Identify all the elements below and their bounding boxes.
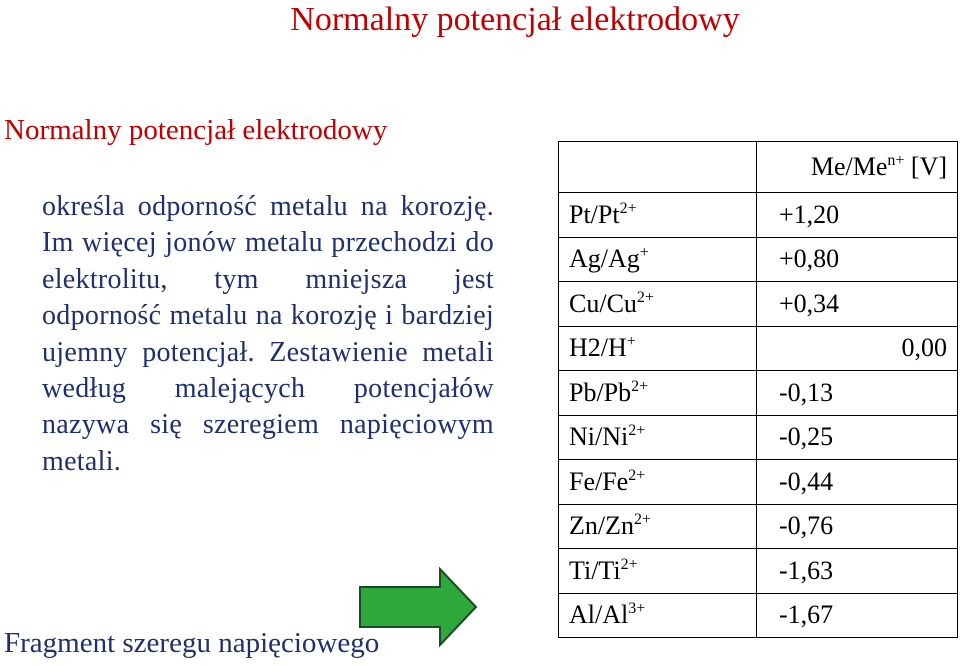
table-row xyxy=(559,549,958,594)
electrode-charge: 2+ xyxy=(619,199,637,217)
electrode-cell xyxy=(559,549,757,594)
electrode-charge: 3+ xyxy=(628,600,646,618)
table-row xyxy=(559,504,958,549)
table-row xyxy=(559,326,958,371)
electrode-name: Pt/Pt xyxy=(569,199,620,229)
electrode-cell xyxy=(559,460,757,505)
page-title: Normalny potencjał elektrodowy xyxy=(290,1,740,38)
potential-value: 0,00 xyxy=(757,326,958,371)
electrode-name: Zn/Zn xyxy=(569,511,634,541)
header-sup: n+ xyxy=(887,152,905,169)
electrode-name: Pb/Pb xyxy=(569,377,632,407)
header-unit: [V] xyxy=(904,152,947,181)
electrode-cell xyxy=(559,504,757,549)
electrode-name: H2/H xyxy=(569,333,627,363)
table-row xyxy=(559,593,958,638)
electrode-cell xyxy=(559,193,757,238)
fragment-label: Fragment szeregu napięciowego xyxy=(4,627,380,659)
electrode-charge: + xyxy=(626,333,636,351)
electrode-charge: 2+ xyxy=(634,511,652,529)
table-header-cell xyxy=(757,142,958,193)
potential-value: -1,67 xyxy=(757,593,958,638)
description-paragraph: określa odporność metalu na korozję. Im więcej jonów metalu przechodzi do elektrolitu, tym mniejsza jest odporność metalu na korozję i bardziej ujemny potencjał. Zestawienie metali według malejących potencjałów nazywa się szeregiem napięciowym metali. xyxy=(42,191,494,477)
table-header-row xyxy=(559,142,958,193)
electrode-charge: 2+ xyxy=(628,422,646,440)
electrode-cell xyxy=(559,326,757,371)
electrode-charge: 2+ xyxy=(636,288,654,306)
potential-value: +0,80 xyxy=(757,237,958,282)
electrode-charge: 2+ xyxy=(628,466,646,484)
electrode-cell xyxy=(559,415,757,460)
table-row xyxy=(559,282,958,327)
electrode-charge: 2+ xyxy=(620,555,638,573)
potential-value: +0,34 xyxy=(757,282,958,327)
electrode-cell xyxy=(559,282,757,327)
electrode-name: Fe/Fe xyxy=(569,466,629,496)
electrode-name: Ti/Ti xyxy=(569,555,621,585)
electrode-potential-table xyxy=(558,141,958,638)
electrode-charge: + xyxy=(639,244,649,262)
electrode-charge: 2+ xyxy=(631,377,649,395)
potential-value: -0,13 xyxy=(757,371,958,416)
potential-value: +1,20 xyxy=(757,193,958,238)
table-row xyxy=(559,460,958,505)
electrode-cell xyxy=(559,593,757,638)
table-row xyxy=(559,415,958,460)
electrode-name: Al/Al xyxy=(569,600,629,630)
electrode-name: Cu/Cu xyxy=(569,288,637,318)
table-row xyxy=(559,237,958,282)
table-row xyxy=(559,371,958,416)
table-row xyxy=(559,193,958,238)
potential-value: -0,76 xyxy=(757,504,958,549)
electrode-cell xyxy=(559,371,757,416)
table-header-empty-cell xyxy=(559,142,757,193)
header-base: Me/Me xyxy=(810,152,888,181)
electrode-name: Ni/Ni xyxy=(569,422,629,452)
intro-heading: Normalny potencjał elektrodowy xyxy=(4,114,388,146)
electrode-name: Ag/Ag xyxy=(569,244,640,274)
electrode-cell xyxy=(559,237,757,282)
potential-value: -0,25 xyxy=(757,415,958,460)
potential-value: -0,44 xyxy=(757,460,958,505)
potential-value: -1,63 xyxy=(757,549,958,594)
